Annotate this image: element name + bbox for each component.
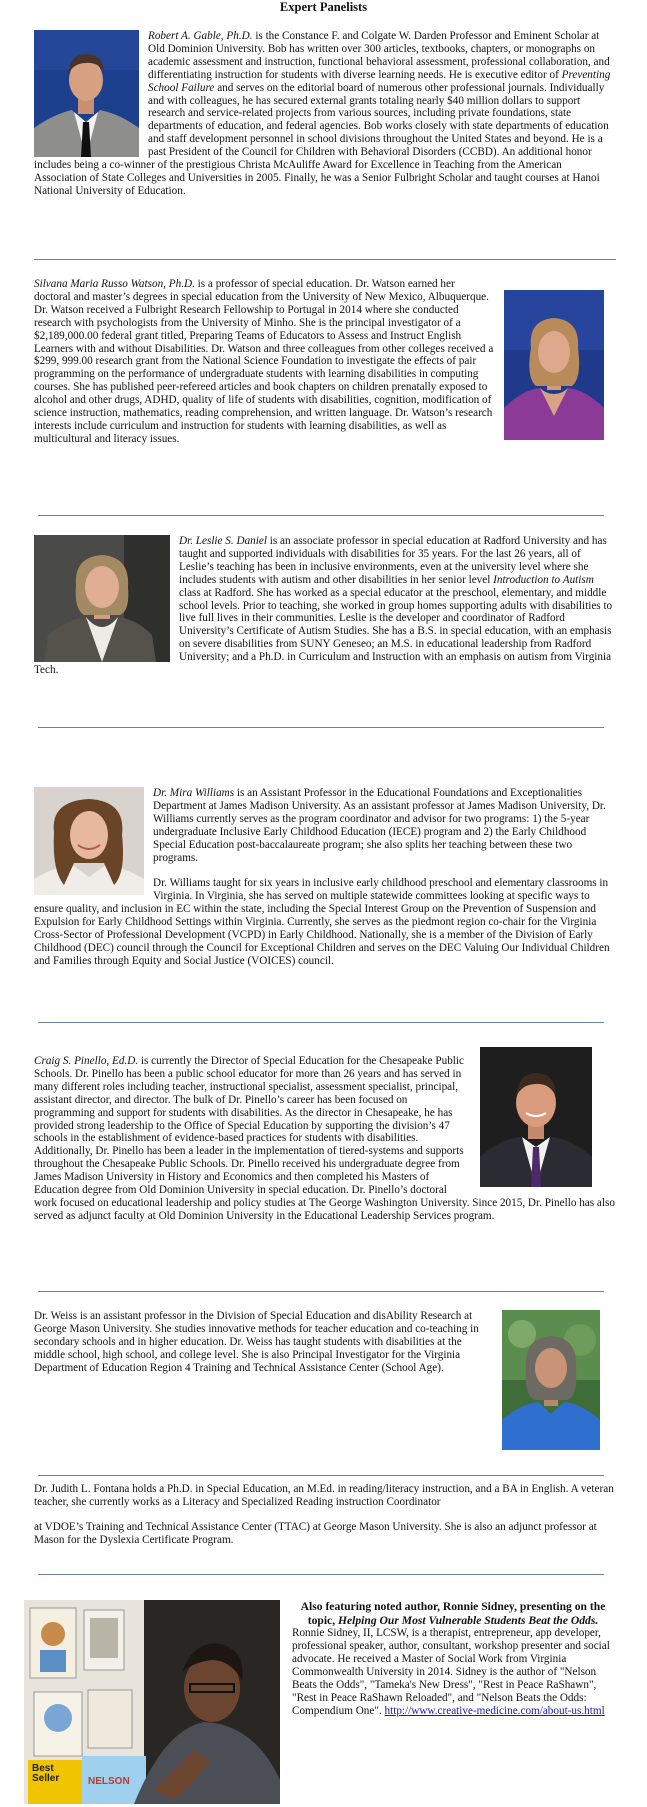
bio-watson: Silvana Maria Russo Watson, Ph.D. is a professor of special education. Dr. Watson earned her doctoral and master’s degrees in special education from the University of New Mexico, Albuquerque. Dr. Watson received a Fulbright Research Fellowship to Portugal in 2014 where she conducted research with psychologists from the University of Minho. She is the principal investigator of a $2,189,000.00 federal grant titled, Preparing Teams of Educators to Assess and Instruct English Learners with and without Disabilities. Dr. Watson and three colleagues from other colleges received a $299, 999.00 research grant from the National Science Foundation to investigate the effects of pair programming on the performance of undergraduate students with learning disabilities in computing courses. She has published peer-refereed articles and book chapters on children prenatally exposed to alcohol and other drugs, ADHD, quality of life of students with disabilities, cognition, modification of science instruction, mathematics, reading comprehension, and written language. Dr. Watson’s research interests include curriculum and instruction for students with learning disabilities, as well as multicultural and literacy issues. <box>34 278 494 445</box>
divider <box>38 515 604 516</box>
sidney-heading: Also featuring noted author, Ronnie Sidney, presenting on the topic, Helping Our Most Vulnerable Students Beat the Odds. <box>300 1600 606 1627</box>
bio-weiss: Dr. Weiss is an assistant professor in the Division of Special Education and disAbility Research at George Mason University. She studies innovative methods for teacher education and co-teaching in secondary schools and in higher education. Dr. Weiss has taught students with disabilities at the middle school, high school, and college level. She is also Principal Investigator for the Virginia Department of Education Region 4 Training and Technical Assistance Center (School Age). <box>34 1310 479 1374</box>
name-watson: Silvana Maria Russo Watson, Ph.D. <box>34 278 195 290</box>
bio-pinello: Craig S. Pinello, Ed.D. is currently the Director of Special Education for the Chesapeake Public Schools. Dr. Pinello has been a public school educator for more than 26 years and has served in many different roles including teacher, instructional specialist, assessment specialist, principal, assistant director, and director. The bulk of Dr. Pinello’s career has been focused on programming and support for students with disabilities. As the director in Chesapeake, he has provided strong leadership to the Office of Special Education by supporting the division’s 47 schools in the establishment of evidence-based practices for students with disabilities. Additionally, Dr. Pinello has been a leader in the implementation of tiered-systems and supports throughout the Chesapeake Public Schools. Dr. Pinello received his undergraduate degree from James Madison University in History and Economics and then completed his Masters of Education degree from Old Dominion University in special education. Dr. Pinello’s doctoral work focused on educational leadership and policy studies at The George Washington University. Since 2015, Dr. Pinello has also served as adjunct faculty at Old Dominion University in the Educational Leadership Services program. <box>34 1055 615 1222</box>
portrait-daniel <box>34 535 170 662</box>
sidney-topic: Helping Our Most Vulnerable Students Beat the Odds. <box>338 1613 599 1627</box>
portrait-weiss <box>502 1310 600 1450</box>
page-title: Expert Panelists <box>279 0 368 14</box>
bio-gable: Robert A. Gable, Ph.D. is the Constance F. and Colgate W. Darden Professor and Eminent Scholar at Old Dominion University. Bob has written over 300 articles, textbooks, chapters, or monographs on academic assessment and instruction, functional behavioral assessment, professional collaboration, and differentiating instruction for students with diverse learning needs. He is executive editor of Preventing School Failure and serves on the editorial board of numerous other professional journals. Individually and with colleagues, he has secured external grants totaling nearly $40 million dollars to support research and service-related projects from various sources, including private foundations, state departments of education, and federal agencies. Bob works closely with state departments of education and staff development personnel in school divisions throughout the United States and beyond. He is a past President of the Council for Children with Behavioral Disorders (CCBD). An additional honor includes being a co-winner of the prestigious Christa McAuliffe Award for Excellence in Teaching from the American Association of State Colleges and Universities in 2005. Finally, he was a Senior Fulbright Scholar and taught courses at Hanoi National University of Education. <box>34 30 611 197</box>
portrait-watson <box>504 290 604 440</box>
book-label-nelson: NELSON <box>88 1776 130 1787</box>
bio-fontana: Dr. Judith L. Fontana holds a Ph.D. in Special Education, an M.Ed. in reading/literacy instruction, and a BA in English. A veteran teacher, she currently works as a Literacy and Specialized Reading instruction Coordinator <box>34 1483 614 1508</box>
bio-sidney: Ronnie Sidney, II, LCSW, is a therapist, entrepreneur, app developer, professional speaker, author, consultant, workshop presenter and social advocate. He received a Master of Social Work from Virginia Commonwealth University in 2014. Sidney is the author of "Nelson Beats the Odds", "Tameka's New Dress", "Rest in Peace RaShawn", "Rest in Peace RaShawn Reloaded", and "Nelson Beats the Odds: Compendium One". http://www.creative-medicine.com/about-us.html <box>292 1627 610 1717</box>
panelist-williams <box>34 787 616 968</box>
course-title: Introduction to Autism <box>493 573 594 586</box>
name-daniel: Dr. Leslie S. Daniel <box>179 535 267 547</box>
panelist-daniel <box>34 535 616 677</box>
panelist-weiss <box>34 1310 616 1450</box>
name-williams: Dr. Mira Williams <box>153 787 235 799</box>
divider <box>38 1574 604 1575</box>
divider <box>38 1291 604 1292</box>
panelist-fontana <box>34 1483 616 1547</box>
divider <box>34 259 616 260</box>
sidney-website-link[interactable]: http://www.creative-medicine.com/about-us.html <box>384 1704 605 1717</box>
name-gable: Robert A. Gable, Ph.D. <box>148 30 253 42</box>
panelist-gable <box>34 30 616 198</box>
panelist-pinello <box>34 1055 616 1223</box>
bio-fontana-2: at VDOE’s Training and Technical Assistance Center (TTAC) at George Mason University. She is also an adjunct professor at Mason for the Dyslexia Certificate Program. <box>34 1520 597 1546</box>
bio-williams-2: Dr. Williams taught for six years in inclusive early childhood preschool and elementary classrooms in Virginia. In Virginia, she has served on multiple statewide committees looking at specific ways to ensure quality, and inclusion in EC within the state, including the Special Interest Group on the Prevention of Suspension and Expulsion for Early Childhood Settings within Virginia. Currently, she serves as the piedmont region co-chair for the Virginia Cross-Sector of Professional Development (VCPD) in Early Childhood. Nationally, she is a member of the Division of Early Childhood (DEC) council through the Council for Exceptional Children and serves on the DEC Valuing Our Individual Children and Families through Equity and Social Justice (VOICES) council. <box>34 877 610 967</box>
divider <box>38 1475 604 1476</box>
divider <box>38 1022 604 1023</box>
journal-title: Preventing School Failure <box>148 68 611 94</box>
panelist-watson <box>34 278 616 446</box>
bio-williams: Dr. Mira Williams is an Assistant Professor in the Educational Foundations and Exceptionalities Department at James Madison University. As an assistant professor at James Madison University, Dr. Williams currently serves as the program coordinator and advisor for two programs: 1) the 5-year undergraduate Inclusive Early Childhood Education (IECE) program and 2) the Early Childhood Special Education post-baccalaureate program; she also splits her teaching between these two programs. <box>153 787 606 864</box>
divider <box>38 727 604 728</box>
bio-daniel: Dr. Leslie S. Daniel is an associate professor in special education at Radford University and has taught and supported individuals with disabilities for 35 years. For the last 26 years, all of Leslie’s teaching has been in inclusive environments, even at the university level where she includes students with autism and other disabilities in her senior level Introduction to Autism class at Radford. She has worked as a special educator at the preschool, elementary, and middle school levels. Prior to teaching, she worked in group homes supporting adults with disabilities to live full lives in their communities. Leslie is the developer and coordinator of Radford University’s Certificate of Autism Studies. She has a B.S. in special education, with an emphasis on severe disabilities from SUNY Geneseo; an M.S. in educational leadership from Radford University; and a Ph.D. in Curriculum and Instruction with an emphasis on autism from Virginia Tech. <box>34 535 613 677</box>
book-label-best-seller: Best Seller <box>32 1763 60 1784</box>
panelist-sidney <box>24 1600 614 1804</box>
portrait-gable <box>34 30 139 157</box>
portrait-pinello <box>480 1047 592 1187</box>
portrait-williams <box>34 787 144 895</box>
portrait-sidney <box>24 1600 280 1804</box>
name-pinello: Craig S. Pinello, Ed.D. <box>34 1055 139 1067</box>
